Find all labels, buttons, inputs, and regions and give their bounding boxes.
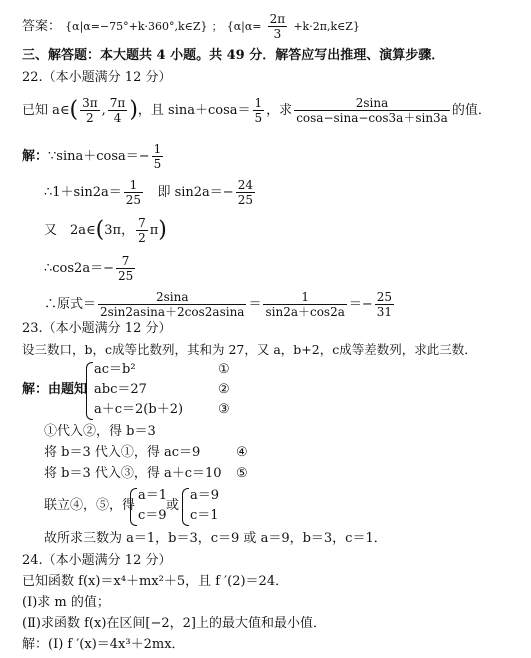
q23-equation-1: ac＝b² [94, 362, 136, 377]
q23-statement: 设三数口，b，c成等比数列，其和为 27，又 a，b+2，c成等差数列，求此三数． [22, 342, 477, 357]
q23-system2-a: a＝9 [190, 488, 220, 503]
q23-equation-3: a＋c＝2(b＋2) [94, 402, 184, 417]
q22-solution-step-1: 解：∵sina＋cosa＝− $\frac{1}{5}$ [22, 142, 162, 171]
answer-line [22, 12, 360, 41]
section-3-heading: 三、解答题：本大题共 4 小题。共 49 分．解答应写出推理、演算步骤． [22, 48, 445, 63]
q22-solution-step-3: 又 2a∈(3π， $\frac{7}{2}$ π) [44, 216, 167, 245]
q22-title: 22.（本小题满分 12 分） [22, 70, 172, 85]
answer-fraction: $\frac{2\pi}{3}$ [269, 12, 286, 41]
q23-title: 23.（本小题满分 12 分） [22, 321, 172, 336]
answer-set-1: {α|α=−75°+k·360°,k∈Z} [65, 20, 208, 33]
q23-solution-label: 解：由题知 [22, 382, 88, 397]
q23-or: 或 [166, 498, 180, 513]
q23-line-4-label: 联立④，⑤，得 [44, 498, 136, 513]
q23-brace-1 [130, 488, 137, 526]
q23-equation-2: abc＝27 [94, 382, 147, 397]
q23-brace-2 [182, 488, 189, 526]
q23-line-3: 将 b＝3 代入③，得 a＋c＝10 [44, 466, 222, 481]
answer-set-2-pre: {α|α= [226, 20, 262, 33]
q24-part-2: (Ⅱ)求函数 f(x)在区间[−2，2]上的最大值和最小值． [22, 616, 326, 631]
answer-separator: ； [211, 20, 223, 33]
q23-line-2-mark: ④ [236, 445, 248, 460]
q23-conclusion: 故所求三数为 a＝1，b＝3，c＝9 或 a＝9，b＝3，c＝1． [44, 531, 387, 546]
q23-line-3-mark: ⑤ [236, 466, 248, 481]
q22-statement: 已知 a∈( $\frac{3\pi}{2}$ , $\frac{7\pi}{4}$ )，且 sina＋cosa＝ $\frac{1}{5}$ ，求 $\frac{2\sin a}{\cos a-\sin a-\cos 3a+\sin 3a}$ 的值． [22, 96, 491, 125]
q23-mark-2: ② [218, 382, 230, 397]
answer-set-2-post: +k·2π,k∈Z} [293, 20, 360, 33]
q23-system2-c: c＝1 [190, 508, 219, 523]
q22-solution-step-5: ∴原式＝ $\frac{2\sin a}{2\sin 2asina+2\cos 2asina}$ ＝ $\frac{1}{\sin 2a+\cos 2a}$ ＝− $\frac{25}{31}$ [44, 290, 393, 319]
q23-mark-1: ① [218, 362, 230, 377]
q24-title: 24.（本小题满分 12 分） [22, 553, 172, 568]
q23-system-brace [86, 362, 93, 420]
answer-label: 答案： [22, 19, 62, 34]
q22-solution-step-4: ∴cos2a＝− $\frac{7}{25}$ [44, 254, 134, 283]
q23-line-2: 将 b＝3 代入①，得 ac＝9 [44, 445, 201, 460]
q23-mark-3: ③ [218, 402, 230, 417]
q23-system1-c: c＝9 [138, 508, 167, 523]
q24-solution: 解：(Ⅰ) f ′(x)＝4x³＋2mx． [22, 637, 185, 652]
q24-part-1: (Ⅰ)求 m 的值； [22, 595, 110, 610]
q23-system1-a: a＝1 [138, 488, 168, 503]
q22-solution-step-2: ∴1＋sin2a＝ $\frac{1}{25}$ 即 sin2a＝− $\frac{24}{25}$ [44, 178, 253, 207]
q23-line-1: ①代入②，得 b＝3 [44, 424, 156, 439]
q24-statement: 已知函数 f(x)＝x⁴＋mx²＋5，且 f ′(2)＝24． [22, 574, 289, 589]
